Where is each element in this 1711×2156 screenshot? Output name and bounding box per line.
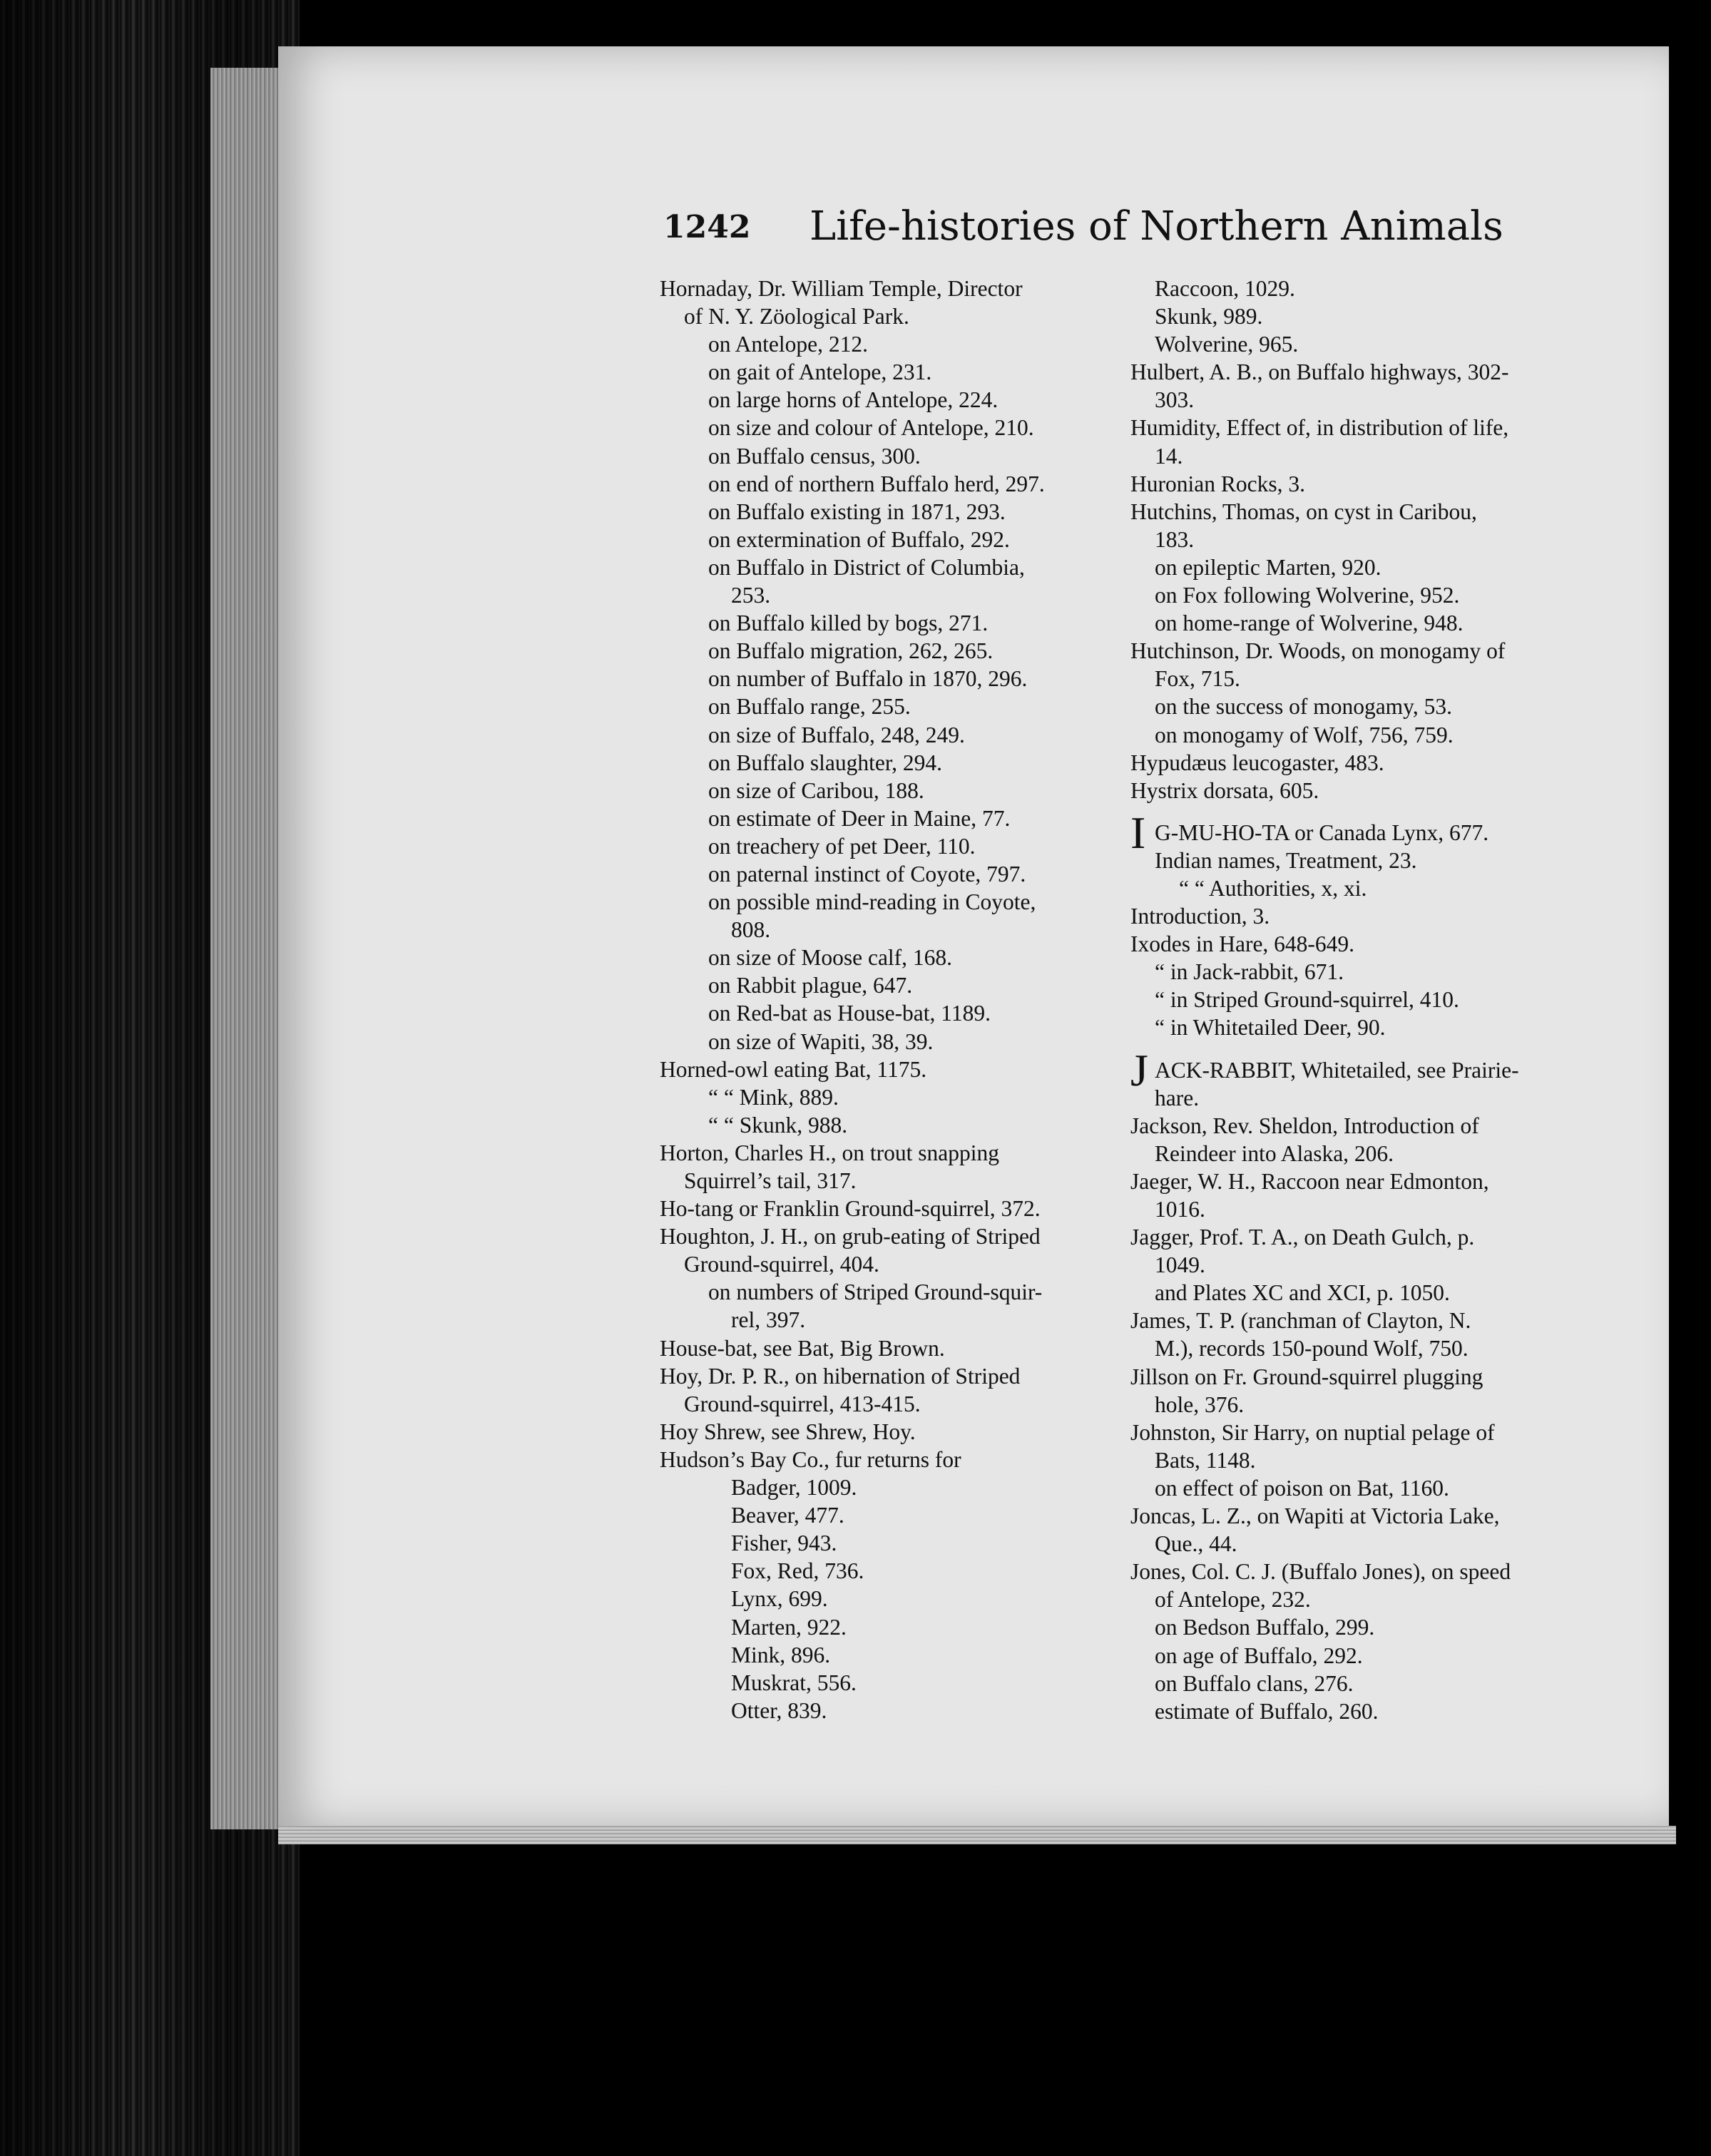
index-entry-line: [660, 1362, 1130, 1390]
index-entry-text: 14.: [1155, 443, 1183, 469]
index-entry-text: on gait of Antelope, 231.: [708, 359, 932, 385]
index-entry-text: on Buffalo existing in 1871, 293.: [708, 499, 1006, 524]
index-entry-line: [660, 1139, 1130, 1167]
index-entry-line: [660, 1585, 1130, 1613]
index-entry-text: “ “ Skunk, 988.: [708, 1112, 848, 1138]
index-entry-line: [660, 1473, 1130, 1501]
index-entry-line: [660, 637, 1130, 665]
index-entry-text: House-bat, see Bat, Big Brown.: [660, 1335, 945, 1361]
index-entry-line: [660, 1167, 1130, 1195]
index-entry-line: [1130, 1474, 1583, 1502]
index-entry-line: [1130, 749, 1583, 777]
index-entry-line: [1130, 1446, 1583, 1474]
index-entry-text: Horned-owl eating Bat, 1175.: [660, 1056, 927, 1082]
index-entry-text: Jones, Col. C. J. (Buffalo Jones), on speed: [1130, 1559, 1511, 1585]
index-entry-text: Muskrat, 556.: [731, 1670, 857, 1695]
index-entry-text: Squirrel’s tail, 317.: [684, 1168, 857, 1193]
index-entry-line: [660, 888, 1130, 916]
index-entry-text: “ in Whitetailed Deer, 90.: [1155, 1015, 1386, 1041]
index-entry-line: [1130, 1502, 1583, 1530]
index-entry-text: 303.: [1155, 387, 1195, 413]
index-entry-text: on paternal instinct of Coyote, 797.: [708, 861, 1026, 887]
index-column-right: [1130, 275, 1583, 1725]
index-entry-line: [1130, 693, 1583, 720]
index-entry-line: [1130, 1223, 1583, 1251]
index-entry-line: [1130, 1391, 1583, 1419]
index-entry-text: on Bedson Buffalo, 299.: [1155, 1615, 1375, 1640]
index-entry-line: [1130, 637, 1583, 665]
index-entry-line: [660, 1501, 1130, 1529]
index-entry-text: on size and colour of Antelope, 210.: [708, 415, 1034, 441]
index-entry-line: [660, 1306, 1130, 1334]
index-entry-line: [1130, 1013, 1583, 1041]
index-entry-line: [1130, 1195, 1583, 1223]
index-entry-line: [1130, 847, 1583, 874]
index-entry-text: “ in Striped Ground-squirrel, 410.: [1155, 987, 1459, 1013]
index-entry-text: G-MU-HO-TA or Canada Lynx, 677.: [1155, 819, 1489, 845]
section-gap: [1130, 1042, 1583, 1056]
index-entry-text: 1016.: [1155, 1197, 1205, 1222]
index-entry-line: [660, 721, 1130, 749]
index-entry-text: Ground-squirrel, 404.: [684, 1252, 879, 1277]
index-entry-text: on Buffalo migration, 262, 265.: [708, 638, 994, 664]
index-entry-line: [660, 1557, 1130, 1585]
index-entry-line: [660, 498, 1130, 526]
index-entry-text: Jackson, Rev. Sheldon, Introduction of: [1130, 1113, 1479, 1138]
index-entry-text: Mink, 896.: [731, 1642, 831, 1667]
index-entry-text: Johnston, Sir Harry, on nuptial pelage of: [1130, 1419, 1495, 1445]
index-entry-text: on effect of poison on Bat, 1160.: [1155, 1475, 1449, 1501]
index-entry-line: [660, 804, 1130, 832]
index-entry-line: [660, 971, 1130, 999]
index-entry-text: on epileptic Marten, 920.: [1155, 554, 1381, 580]
index-entry-text: Houghton, J. H., on grub-eating of Striped: [660, 1224, 1041, 1250]
running-header: [663, 203, 1503, 260]
index-entry-text: Humidity, Effect of, in distribution of life,: [1130, 415, 1509, 441]
index-entry-text: Marten, 922.: [731, 1614, 847, 1640]
index-entry-text: Beaver, 477.: [731, 1503, 844, 1528]
index-entry-line: [1130, 721, 1583, 749]
index-entry-line: [660, 665, 1130, 693]
page-bottom-edge: [278, 1826, 1676, 1844]
index-entry-line: [1130, 902, 1583, 930]
index-entry-text: James, T. P. (ranchman of Clayton, N.: [1130, 1308, 1471, 1334]
index-entry-line: [660, 832, 1130, 860]
index-entry-line: [660, 1418, 1130, 1446]
index-entry-line: [660, 1697, 1130, 1725]
index-entry-line: [660, 999, 1130, 1027]
index-entry-text: on Buffalo census, 300.: [708, 443, 921, 469]
index-entry-text: ACK-RABBIT, Whitetailed, see Prairie-: [1155, 1057, 1519, 1083]
index-entry-line: [1130, 1585, 1583, 1613]
index-entry-text: Hulbert, A. B., on Buffalo highways, 302-: [1130, 359, 1509, 385]
index-entry-line: [1130, 1363, 1583, 1391]
page-number: 1242: [663, 209, 751, 245]
index-entry-line: [660, 1278, 1130, 1306]
index-entry-line: [660, 302, 1130, 330]
index-entry-text: on Red-bat as House-bat, 1189.: [708, 1001, 991, 1026]
index-entry-text: on size of Caribou, 188.: [708, 777, 924, 803]
index-entry-line: [1130, 581, 1583, 609]
section-gap: [1130, 804, 1583, 819]
index-entry-text: Que., 44.: [1155, 1531, 1237, 1557]
index-entry-text: hole, 376.: [1155, 1391, 1245, 1417]
index-entry-text: on monogamy of Wolf, 756, 759.: [1155, 722, 1454, 747]
index-entry-text: Hoy Shrew, see Shrew, Hoy.: [660, 1419, 916, 1444]
index-entry-text: M.), records 150-pound Wolf, 750.: [1155, 1336, 1469, 1361]
index-entry-text: Badger, 1009.: [731, 1475, 857, 1501]
index-entry-text: on number of Buffalo in 1870, 296.: [708, 666, 1028, 692]
index-entry-text: Introduction, 3.: [1130, 904, 1270, 929]
index-entry-text: Fox, Red, 736.: [731, 1558, 864, 1584]
index-entry-line: [1130, 1307, 1583, 1334]
index-entry-text: Jillson on Fr. Ground-squirrel plugging: [1130, 1364, 1483, 1389]
index-entry-line: [660, 609, 1130, 637]
drop-capital: J: [1130, 1044, 1148, 1095]
index-entry-line: [660, 1390, 1130, 1418]
index-entry-line: [1130, 807, 1583, 858]
index-entry-text: Wolverine, 965.: [1155, 332, 1299, 357]
index-entry-text: on Buffalo slaughter, 294.: [708, 750, 942, 775]
index-entry-text: Lynx, 699.: [731, 1586, 828, 1612]
index-entry-line: [1130, 1279, 1583, 1307]
index-entry-text: Jagger, Prof. T. A., on Death Gulch, p.: [1130, 1225, 1475, 1250]
index-entry-line: [1130, 302, 1583, 330]
index-entry-line: [1130, 777, 1583, 804]
index-entry-text: rel, 397.: [731, 1307, 806, 1333]
index-entry-line: [660, 1195, 1130, 1222]
index-entry-text: Hornaday, Dr. William Temple, Director: [660, 276, 1023, 301]
index-entry-line: [1130, 1112, 1583, 1140]
index-entry-text: on home-range of Wolverine, 948.: [1155, 610, 1464, 636]
index-entry-text: 183.: [1155, 526, 1195, 552]
index-column-left: [660, 275, 1130, 1725]
index-entry-line: [1130, 442, 1583, 470]
index-entry-text: Ixodes in Hare, 648-649.: [1130, 931, 1355, 957]
index-entry-line: [660, 916, 1130, 944]
index-entry-text: Hutchins, Thomas, on cyst in Caribou,: [1130, 499, 1477, 524]
index-entry-line: [660, 944, 1130, 971]
index-entry-line: [1130, 470, 1583, 498]
index-entry-line: [1130, 1168, 1583, 1195]
index-entry-line: [1130, 526, 1583, 553]
drop-capital: I: [1130, 807, 1146, 858]
index-entry-line: [1130, 498, 1583, 526]
index-entry-text: Hystrix dorsata, 605.: [1130, 777, 1319, 803]
index-entry-line: [660, 470, 1130, 498]
index-entry-line: [1130, 1697, 1583, 1725]
index-entry-text: Fox, 715.: [1155, 666, 1240, 692]
index-entry-text: 1049.: [1155, 1252, 1205, 1278]
index-entry-line: [660, 777, 1130, 804]
index-entry-text: Bats, 1148.: [1155, 1447, 1256, 1473]
index-entry-text: on Buffalo clans, 276.: [1155, 1670, 1354, 1696]
index-entry-text: Huronian Rocks, 3.: [1130, 471, 1305, 496]
index-entry-line: [1130, 609, 1583, 637]
index-entry-line: [1130, 1251, 1583, 1279]
index-entry-text: on size of Buffalo, 248, 249.: [708, 722, 965, 747]
index-entry-text: Horton, Charles H., on trout snapping: [660, 1140, 999, 1165]
index-entry-line: [660, 386, 1130, 414]
index-entry-line: [660, 442, 1130, 470]
index-entry-text: on Buffalo range, 255.: [708, 694, 911, 720]
index-entry-text: on numbers of Striped Ground-squir-: [708, 1279, 1043, 1305]
index-entry-text: Ho-tang or Franklin Ground-squirrel, 372.: [660, 1196, 1041, 1222]
index-entry-text: “ in Jack-rabbit, 671.: [1155, 959, 1344, 985]
index-entry-text: on the success of monogamy, 53.: [1155, 694, 1453, 720]
index-entry-text: “ “ Mink, 889.: [708, 1084, 839, 1110]
index-entry-text: on Rabbit plague, 647.: [708, 973, 913, 998]
index-entry-line: [1130, 275, 1583, 302]
index-entry-line: [1130, 874, 1583, 902]
index-entry-text: on extermination of Buffalo, 292.: [708, 526, 1010, 552]
index-entry-text: on size of Moose calf, 168.: [708, 945, 953, 971]
index-entry-line: [660, 1083, 1130, 1111]
index-entry-line: [660, 1641, 1130, 1669]
index-entry-line: [1130, 1084, 1583, 1112]
index-entry-line: [660, 275, 1130, 302]
index-entry-line: [660, 330, 1130, 358]
index-entry-text: hare.: [1155, 1085, 1200, 1110]
index-entry-line: [660, 1056, 1130, 1083]
index-entry-text: of N. Y. Zöological Park.: [684, 304, 909, 329]
index-entry-text: of Antelope, 232.: [1155, 1587, 1311, 1613]
index-entry-line: [1130, 958, 1583, 986]
index-entry-text: on Buffalo killed by bogs, 271.: [708, 610, 989, 636]
index-entry-text: on large horns of Antelope, 224.: [708, 387, 998, 413]
index-entry-text: on Buffalo in District of Columbia,: [708, 554, 1025, 580]
index-entry-text: 253.: [731, 583, 771, 608]
index-entry-text: Jaeger, W. H., Raccoon near Edmonton,: [1130, 1168, 1489, 1194]
index-entry-text: Hutchinson, Dr. Woods, on monogamy of: [1130, 638, 1506, 664]
index-entry-text: Reindeer into Alaska, 206.: [1155, 1140, 1394, 1166]
index-entry-line: [660, 1111, 1130, 1139]
index-entry-text: Hudson’s Bay Co., fur returns for: [660, 1446, 961, 1472]
index-entry-line: [1130, 553, 1583, 581]
index-entry-text: Skunk, 989.: [1155, 304, 1263, 329]
index-entry-line: [660, 860, 1130, 888]
index-entry-line: [660, 1613, 1130, 1641]
index-entry-line: [1130, 1670, 1583, 1697]
index-entry-text: Fisher, 943.: [731, 1531, 837, 1556]
index-entry-line: [660, 693, 1130, 720]
index-entry-line: [1130, 665, 1583, 693]
index-entry-text: Joncas, L. Z., on Wapiti at Victoria Lake,: [1130, 1503, 1500, 1529]
index-entry-line: [1130, 358, 1583, 386]
index-entry-line: [660, 1529, 1130, 1557]
index-entry-line: [1130, 1334, 1583, 1362]
index-entry-line: [660, 1028, 1130, 1056]
index-entry-text: Hypudæus leucogaster, 483.: [1130, 750, 1384, 775]
index-entry-line: [1130, 1642, 1583, 1670]
index-entry-line: [660, 1250, 1130, 1278]
index-entry-line: [1130, 1140, 1583, 1168]
index-entry-line: [1130, 986, 1583, 1013]
index-entry-text: Otter, 839.: [731, 1697, 827, 1723]
index-entry-text: Hoy, Dr. P. R., on hibernation of Striped: [660, 1363, 1021, 1389]
index-entry-line: [1130, 1530, 1583, 1558]
index-entry-line: [660, 526, 1130, 553]
index-entry-line: [660, 581, 1130, 609]
index-entry-text: and Plates XC and XCI, p. 1050.: [1155, 1280, 1450, 1306]
index-entry-text: on age of Buffalo, 292.: [1155, 1642, 1363, 1668]
index-entry-line: [1130, 1613, 1583, 1641]
index-entry-text: on size of Wapiti, 38, 39.: [708, 1028, 934, 1054]
index-entry-line: [1130, 330, 1583, 358]
index-entry-line: [660, 414, 1130, 441]
index-entry-line: [660, 1669, 1130, 1697]
index-entry-text: Raccoon, 1029.: [1155, 276, 1295, 301]
index-entry-text: on estimate of Deer in Maine, 77.: [708, 805, 1011, 831]
index-entry-line: [660, 1334, 1130, 1362]
index-entry-text: on Fox following Wolverine, 952.: [1155, 583, 1460, 608]
index-entry-line: [660, 1222, 1130, 1250]
index-entry-text: estimate of Buffalo, 260.: [1155, 1698, 1379, 1724]
index-entry-line: [660, 553, 1130, 581]
running-title: Life-histories of Northern Animals: [809, 203, 1503, 250]
index-entry-line: [1130, 414, 1583, 441]
index-entry-text: on Antelope, 212.: [708, 332, 868, 357]
index-entry-line: [660, 749, 1130, 777]
index-entry-text: “ “ Authorities, x, xi.: [1179, 875, 1367, 901]
index-entry-line: [660, 358, 1130, 386]
index-entry-line: [1130, 930, 1583, 958]
index-entry-text: on possible mind-reading in Coyote,: [708, 889, 1036, 915]
index-entry-text: Indian names, Treatment, 23.: [1155, 847, 1417, 873]
index-entry-line: [1130, 386, 1583, 414]
index-entry-line: [1130, 1044, 1583, 1095]
index-entry-line: [1130, 1419, 1583, 1446]
index-entry-text: on end of northern Buffalo herd, 297.: [708, 471, 1045, 496]
index-entry-line: [1130, 1558, 1583, 1585]
index-entry-line: [660, 1446, 1130, 1473]
index-entry-text: Ground-squirrel, 413-415.: [684, 1391, 921, 1416]
index-entry-text: 808.: [731, 917, 771, 943]
index-entry-text: on treachery of pet Deer, 110.: [708, 833, 976, 859]
